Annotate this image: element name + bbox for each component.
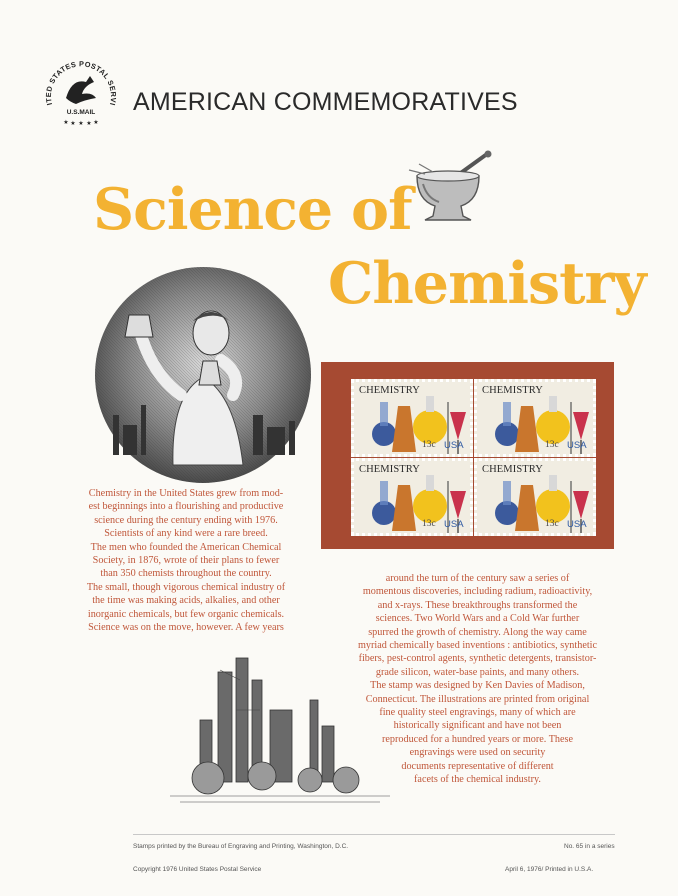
stamp-country: USA [444, 440, 464, 451]
footer-divider [133, 834, 615, 835]
stamp [474, 379, 596, 457]
text-column-1 [70, 487, 302, 634]
text-line: engravings were used on security [409, 747, 546, 759]
text-line: facets of the chemical industry. [414, 774, 541, 786]
footer-printer-note: Stamps printed by the Bureau of Engraving and Printing, Washington, D.C. [133, 843, 349, 850]
text-column-2 [340, 572, 615, 787]
footer-series-number: No. 65 in a series [564, 843, 615, 850]
stamp-value: 13c [422, 519, 436, 529]
svg-text:★: ★ [78, 120, 84, 127]
text-line: spurred the growth of chemistry. Along the way came [368, 626, 587, 638]
stamp-label: CHEMISTRY [359, 464, 420, 475]
seal-mark: U.S.MAIL [66, 109, 96, 116]
text-line: est beginnings into a flourishing and productive [88, 501, 284, 513]
text-line: The small, though vigorous chemical industry of [86, 581, 286, 593]
header-title: AMERICAN COMMEMORATIVES [133, 88, 518, 116]
text-line: sciences. Two World Wars and a Cold War further [375, 613, 580, 625]
stamp [351, 458, 473, 536]
stamp-label: CHEMISTRY [482, 385, 543, 396]
text-line: fibers, pest-control agents, synthetic detergents, transistor- [358, 653, 597, 665]
text-line: science during the century ending with 1976. [94, 514, 278, 526]
chemist-engraving [93, 265, 313, 485]
mortar-pestle-illustration [405, 150, 497, 230]
text-line: myriad chemically based inventions : antibiotics, synthetic [357, 640, 598, 652]
stamp-block [321, 362, 614, 549]
text-line: Scientists of any kind were a rare breed. [104, 528, 268, 540]
text-line: grade silicon, water-base paints, and many others. [375, 666, 580, 678]
text-line: historically significant and have not been [393, 720, 562, 732]
text-line: Society, in 1876, wrote of their plans to fewer [92, 555, 280, 567]
text-line: around the turn of the century saw a series of [385, 573, 570, 584]
stamp-value: 13c [422, 440, 436, 450]
stamp-country: USA [444, 519, 464, 530]
usps-seal-logo [40, 52, 122, 134]
stamp-country: USA [567, 519, 587, 530]
seal-text: ITED STATES POSTAL SERVI [43, 59, 119, 107]
stamp-label: CHEMISTRY [482, 464, 543, 475]
title-line-1: Science of [93, 176, 412, 243]
text-line: Connecticut. The illustrations are printed from original [365, 693, 590, 705]
footer-issue-date: April 6, 1976/ Printed in U.S.A. [505, 866, 594, 873]
stamp-label: CHEMISTRY [359, 385, 420, 396]
svg-text:★: ★ [86, 120, 92, 127]
stamp-value: 13c [545, 519, 559, 529]
text-line: the time was making acids, alkalies, and other [92, 595, 280, 607]
text-line: fine quality steel engravings, many of which are [379, 707, 576, 719]
svg-text:★: ★ [93, 119, 99, 126]
svg-text:★: ★ [63, 119, 69, 126]
text-line: reproduced for a hundred years or more. These [381, 733, 574, 745]
text-line: momentous discoveries, including radium, radioactivity, [362, 586, 593, 598]
title-line-2: Chemistry [328, 250, 646, 317]
stamp [351, 379, 473, 457]
stamp-value: 13c [545, 440, 559, 450]
text-line: and x-rays. These breakthroughs transformed the [377, 599, 578, 611]
footer-copyright: Copyright 1976 United States Postal Service [133, 866, 262, 873]
text-line: Chemistry in the United States grew from mod- [88, 488, 284, 499]
stamp [474, 458, 596, 536]
text-line: documents representative of different [401, 760, 554, 772]
svg-text:★: ★ [70, 120, 76, 127]
text-line: The stamp was designed by Ken Davies of Madison, [370, 680, 585, 692]
text-line: Science was on the move, however. A few years [88, 622, 284, 634]
stamp-country: USA [567, 440, 587, 451]
text-line: than 350 chemists throughout the country. [100, 568, 272, 580]
text-line: The men who founded the American Chemical [90, 541, 282, 553]
text-line: inorganic chemicals, but few organic chemicals. [87, 608, 285, 620]
